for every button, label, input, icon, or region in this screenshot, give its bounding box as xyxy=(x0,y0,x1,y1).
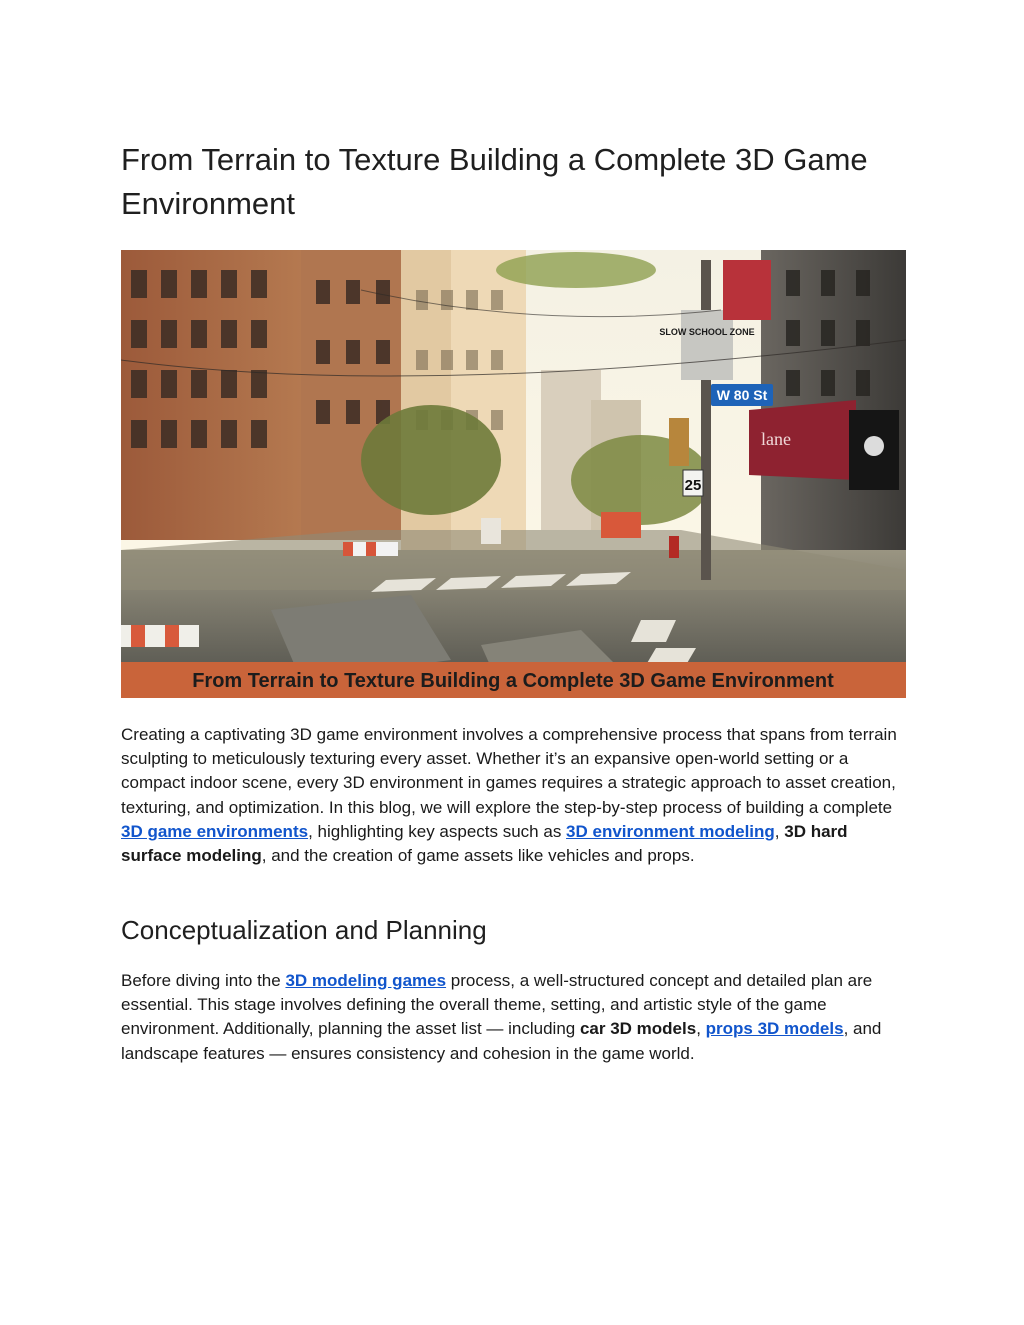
section-text: , xyxy=(696,1019,706,1039)
hero-image xyxy=(121,250,906,698)
link-3d-modeling-games[interactable]: 3D modeling games xyxy=(285,971,447,990)
banner-text: From Terrain to Texture Building a Complete 3D Game Environment xyxy=(192,670,834,692)
bold-car-3d-models: car 3D models xyxy=(579,1019,697,1039)
link-props-3d-models[interactable]: props 3D models xyxy=(705,1019,844,1039)
street-sign: W 80 St xyxy=(716,387,768,403)
section-heading: Conceptualization and Planning xyxy=(121,915,487,945)
intro-text: , and the creation of game assets like vehicles and props. xyxy=(261,846,695,866)
section-paragraph xyxy=(121,969,911,1066)
school-sign: SLOW SCHOOL ZONE xyxy=(659,327,755,337)
section-text: process, a well-structured concept and detailed plan are essential. This stage involves defining the overall theme, setting, and artistic style of the game environment. Additionally, planning the asset list — including xyxy=(121,971,873,1039)
speed-sign: 25 xyxy=(684,477,702,494)
section-text: , and landscape features — ensures consistency and cohesion in the game world. xyxy=(121,1019,882,1063)
intro-text: , xyxy=(774,821,785,841)
intro-text: Creating a captivating 3D game environment involves a comprehensive process that spans from terrain sculpting to meticulously texturing every asset. Whether it’s an expansive open-world setting or a compact indoor scene, every 3D environment in games requires a strategic approach to asset creation, texturing, and optimization. In this blog, we will explore the step-by-step process of building a complete xyxy=(121,725,897,817)
link-3d-environment-modeling[interactable]: 3D environment modeling xyxy=(566,821,775,841)
intro-paragraph xyxy=(121,723,911,868)
page-title: From Terrain to Texture Building a Complete 3D Game Environment xyxy=(121,142,868,221)
awning-text: lane xyxy=(761,429,791,449)
intro-text: , highlighting key aspects such as xyxy=(308,821,567,841)
section-text: Before diving into the xyxy=(121,971,286,990)
bold-hard-surface-modeling: 3D hard surface modeling xyxy=(121,821,848,866)
link-3d-game-environments[interactable]: 3D game environments xyxy=(121,821,309,841)
